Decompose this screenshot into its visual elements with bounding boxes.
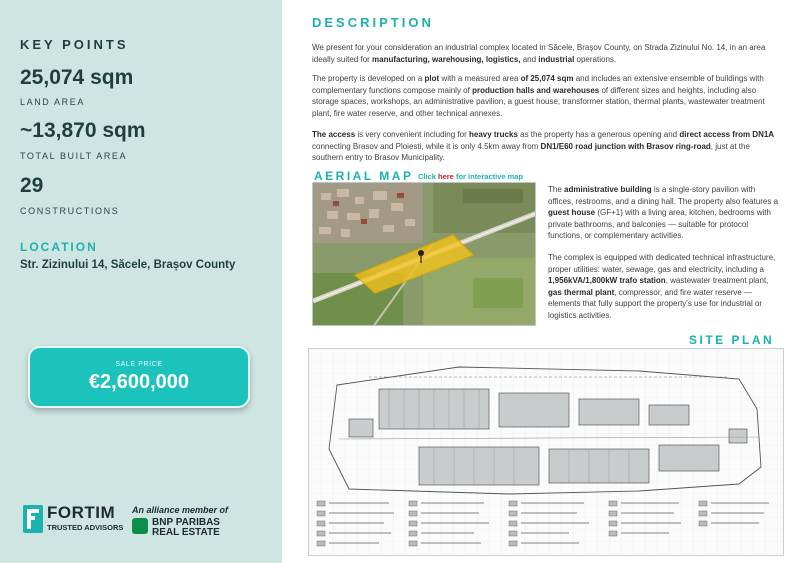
key-points-heading: KEY POINTS <box>20 37 129 52</box>
bnp-alliance-logo <box>132 505 272 539</box>
aerial-photo <box>313 183 536 326</box>
emphasis-text: 1,956kVA/1,800kW trafo station <box>548 276 666 285</box>
body-text: The property is developed on a <box>312 74 425 83</box>
body-text: operations. <box>574 54 617 64</box>
body-text: The <box>548 185 565 194</box>
body-text: as the property has a generous opening and <box>517 130 680 139</box>
description-paragraph-2 <box>312 73 780 119</box>
fortim-mark-icon <box>23 505 43 533</box>
sale-price-value: €2,600,000 <box>88 371 190 393</box>
sale-price-box <box>28 346 250 408</box>
left-panel <box>0 0 282 563</box>
body-text: , just at the southern entry to Brasov Municipality. <box>312 141 750 162</box>
interactive-map-link[interactable] <box>418 172 523 181</box>
emphasis-text: gas thermal plant <box>548 287 615 297</box>
body-text: , compressor, and fire water reserve — elements that fully support the property's use for industrial or logistics activities. <box>548 287 763 320</box>
description-paragraph-3 <box>312 129 780 164</box>
admin-building-paragraph <box>548 184 780 242</box>
body-text: and <box>520 54 539 64</box>
bnp-mark-icon <box>132 518 148 534</box>
emphasis-text: manufacturing, warehousing, logistics, <box>372 54 521 64</box>
stat-constructions-value: 29 <box>20 174 44 197</box>
infrastructure-paragraph <box>548 252 780 321</box>
stat-land-area-label: LAND AREA <box>20 97 85 107</box>
location-heading: LOCATION <box>20 240 98 254</box>
body-text: We present for your consideration an industrial complex located in Săcele, Brașov County, on Strada Zizinului No. 14, in an area ideally suited for <box>312 43 766 64</box>
aerial-map-image[interactable] <box>312 182 536 326</box>
link-here[interactable]: here <box>438 172 454 181</box>
body-text: with a measured area <box>439 74 521 83</box>
emphasis-text: guest house <box>548 208 596 217</box>
body-text: of different sizes and heights, including also storage spaces, workshops, an administrative pavilion, a guest house, transformer station, thermal plants, wastewater treatment plant, fire water reserve, and other technical annexes. <box>312 85 765 118</box>
body-text: , wastewater treatment plant, <box>665 276 769 285</box>
body-text: and includes an extensive ensemble of buildings with complementary functions compose mainly of <box>312 74 764 95</box>
emphasis-text: plot <box>424 74 440 83</box>
sale-price-label: SALE PRICE <box>115 361 163 368</box>
location-value: Str. Zizinului 14, Săcele, Brașov County <box>20 259 236 271</box>
body-text: connecting Brasov and Ploiesti, while it is only 4.5km away from <box>312 141 541 151</box>
bnp-division: REAL ESTATE <box>152 527 220 538</box>
aerial-map-heading: AERIAL MAP <box>314 169 414 183</box>
emphasis-text: DN1/E60 road junction with Brasov ring-road <box>540 141 711 151</box>
link-suffix: for interactive map <box>453 172 524 181</box>
emphasis-text: heavy trucks <box>468 130 518 139</box>
fortim-logo <box>23 503 133 539</box>
fortim-tagline: TRUSTED ADVISORS <box>47 523 124 532</box>
stat-constructions-label: CONSTRUCTIONS <box>20 206 120 216</box>
body-text: The complex is equipped with dedicated technical infrastructure, proper utilities: water, sewage, gas and electricity, including a <box>548 253 776 274</box>
bnp-name: BNP PARIBAS <box>152 517 220 528</box>
stat-built-area-label: TOTAL BUILT AREA <box>20 151 128 161</box>
emphasis-text: The access <box>312 130 356 139</box>
body-text: is a single-story pavilion with offices, restrooms, and a dining hall. The property also features a <box>548 185 779 206</box>
description-paragraph-1 <box>312 42 780 65</box>
emphasis-text: production halls and warehouses <box>472 85 600 95</box>
stat-land-area-value: 25,074 sqm <box>20 66 134 89</box>
description-heading: DESCRIPTION <box>312 15 434 30</box>
site-plan-drawing[interactable] <box>308 348 784 556</box>
emphasis-text: administrative building <box>564 185 652 194</box>
body-text: is very convenient including for <box>355 130 469 139</box>
site-plan-image <box>309 349 784 556</box>
link-prefix: Click <box>418 172 439 181</box>
stat-built-area-value: ~13,870 sqm <box>20 119 146 142</box>
emphasis-text: of 25,074 sqm <box>520 74 574 83</box>
alliance-text: An alliance member of <box>132 505 229 515</box>
emphasis-text: industrial <box>538 54 575 64</box>
site-plan-heading: SITE PLAN <box>689 333 775 347</box>
emphasis-text: direct access from DN1A <box>679 130 775 139</box>
fortim-name: FORTIM <box>47 503 116 522</box>
body-text: (GF+1) with a living area, kitchen, bedrooms with private bathrooms, and balconies — suitable for protocol functions, or complementary activities. <box>548 208 771 240</box>
